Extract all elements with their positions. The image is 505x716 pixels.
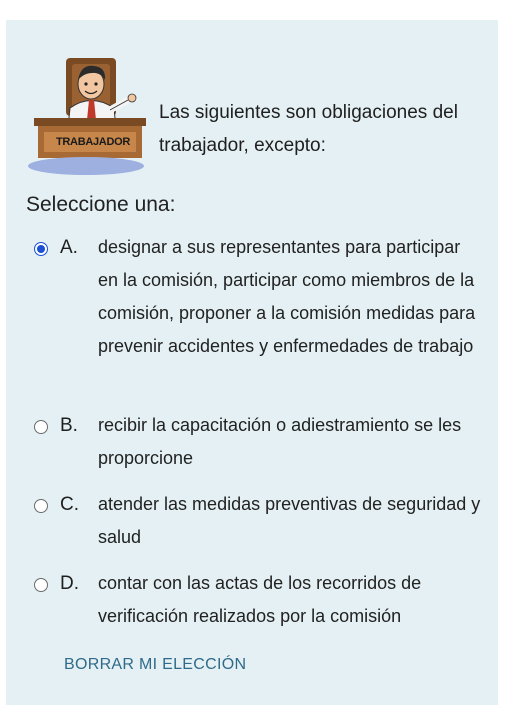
option-a[interactable]	[34, 236, 484, 386]
question-card	[6, 20, 498, 705]
clear-selection-link[interactable]: BORRAR MI ELECCIÓN	[64, 656, 247, 673]
radio-option-c[interactable]	[34, 499, 48, 513]
option-c-letter: C.	[60, 494, 79, 515]
option-d-letter: D.	[60, 573, 79, 594]
option-b[interactable]	[34, 414, 484, 474]
radio-option-d[interactable]	[34, 578, 48, 592]
option-b-letter: B.	[60, 415, 78, 436]
radio-option-a[interactable]	[34, 242, 48, 256]
option-d-text: contar con las actas de los recorridos de verificación realizados por la comisión	[98, 573, 422, 626]
option-b-text: recibir la capacitación o adiestramiento se les proporcione	[98, 415, 462, 468]
option-d[interactable]	[34, 572, 484, 632]
option-c-text: atender las medidas preventivas de seguridad y salud	[98, 494, 481, 547]
question-text: Las siguientes son obligaciones del trabajador, excepto:	[159, 102, 458, 156]
question-block	[26, 48, 486, 178]
select-prompt: Seleccione una:	[26, 193, 176, 216]
option-a-letter: A.	[60, 237, 78, 258]
worker-at-desk-illustration	[26, 48, 151, 178]
radio-option-b[interactable]	[34, 420, 48, 434]
illustration-sign-label: TRABAJADOR	[55, 136, 130, 148]
option-c[interactable]	[34, 493, 484, 553]
option-a-text: designar a sus representantes para participar en la comisión, participar como miembros de la comisión, proponer a la comisión medidas para prevenir accidentes y enfermedades de trabajo	[98, 237, 476, 356]
